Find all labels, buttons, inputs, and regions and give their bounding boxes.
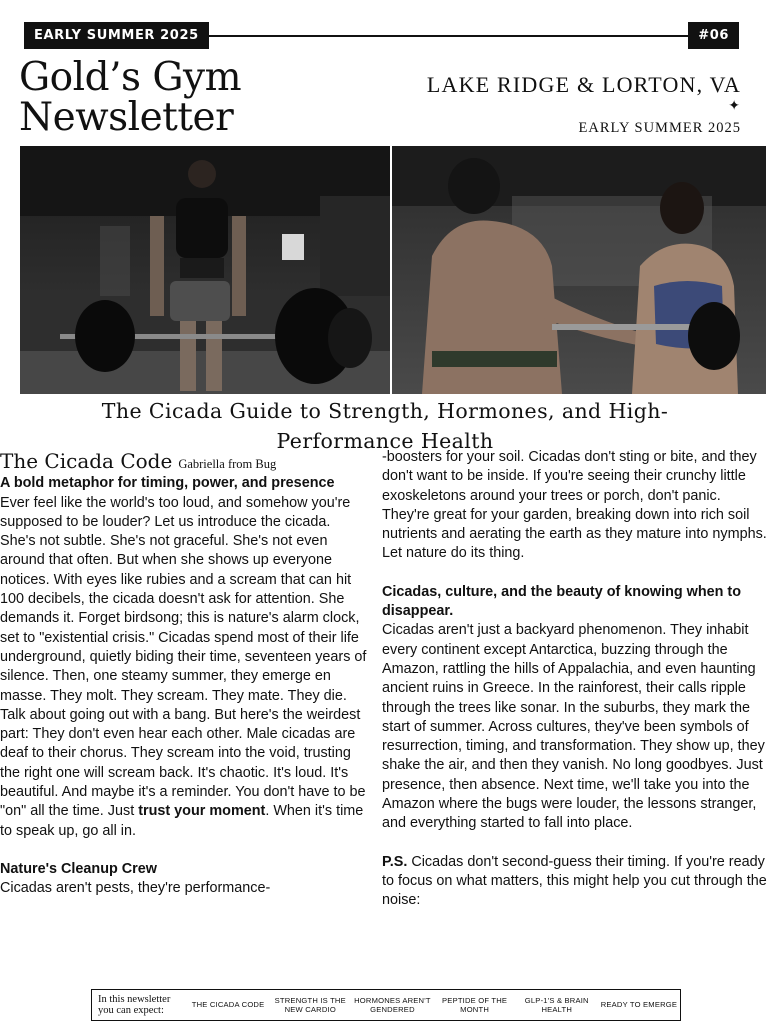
edition-label: EARLY SUMMER 2025 (578, 120, 741, 136)
section-title: The Cicada Code (0, 449, 173, 473)
ps-text: Cicadas don't second-guess their timing. If you're ready to focus on what matters, this might help you cut through the noise: (382, 853, 767, 909)
body-paragraph-1 (0, 494, 368, 841)
contents-item-ready-to-emerge[interactable]: READY TO EMERGE (600, 1000, 678, 1010)
contents-item-hormones[interactable]: HORMONES AREN'T GENDERED (354, 995, 431, 1014)
postscript (382, 853, 770, 911)
byline: Gabriella from Bug (178, 457, 277, 471)
body-paragraph-3: Cicadas aren't just a backyard phenomenon. They inhabit every continent except Antarctica, buzzing through the Amazon, rattling the hills of Appalachia, and even haunting ancient ruins in Greece. In the rainforest, their calls ripple through the trees like sonar. In the suburbs, they mark the start of summer. Across cultures, they've been symbols of resurrection, timing, and transformation. They show up, they shake the air, and then they vanish. No long goodbyes. Just presence, then absence. Next time, we'll take you into the Amazon where the bugs were louder, the lessons stranger, and everything started to fall into place. (382, 622, 765, 832)
main-headline (40, 396, 730, 456)
issue-number-badge: #06 (688, 22, 739, 49)
title-line-2: Newsletter (19, 95, 234, 140)
subhead-culture: Cicadas, culture, and the beauty of knowing when to disappear. (382, 583, 742, 620)
subhead-timing: A bold metaphor for timing, power, and presence (0, 475, 335, 492)
newsletter-contents-bar (91, 989, 681, 1021)
contents-lead: In this newsletter you can expect: (98, 994, 171, 1016)
body-text: . When it's time to speak up, go all in. (0, 803, 364, 839)
section-heading (0, 448, 368, 474)
ps-label: P.S. (382, 853, 408, 870)
article-column-left (0, 448, 368, 899)
body-paragraph-2-start: Cicadas aren't pests, they're performance- (0, 880, 271, 897)
body-paragraph-2-continued: -boosters for your soil. Cicadas don't sting or bite, and they don't want to be inside. If you're seeing their crunchy little exoskeletons around your trees or porch, don't panic. They're great for your garden, breaking down into rich soil nutrients and aerating the earth as they mature into nymphs. Let nature do its thing. (382, 449, 767, 562)
headline-line-2: Performance Health (276, 429, 494, 453)
newsletter-title (19, 55, 242, 140)
sparkle-icon: ✦ (728, 98, 740, 114)
contents-item-peptide[interactable]: PEPTIDE OF THE MONTH (442, 995, 508, 1014)
location-label: LAKE RIDGE & LORTON, VA (426, 72, 741, 97)
contents-item-strength-cardio[interactable]: STRENGTH IS THE NEW CARDIO (274, 995, 346, 1014)
training-partner-photo (392, 146, 766, 394)
body-text: Ever feel like the world's too loud, and somehow you're supposed to be louder? Let us introduce the cicada. She's not subtle. She's not graceful. She's not even around that often. But when she shows up everyone notices. With eyes like rubies and a scream that can hit 100 decibels, the cicada doesn't ask for attention. She demands it. Forget birdsong; this is nature's alarm clock, set to "existential crisis." Cicadas spend most of their life underground, quietly biding their time, seventeen years of silence. Then, one steamy summer, they emerge en masse. They molt. They scream. They mate. They die. Talk about going out with a bang. But here's the weirdest part: They don't even hear each other. Male cicadas are deaf to their chorus. They scream into the void, trusting the right one will scream back. It's chaotic. It's loud. It's beautiful. And maybe it's a reminder. You don't have to be "on" all the time. Just (0, 494, 367, 820)
title-line-1: Gold’s Gym (19, 55, 242, 100)
contents-item-glp1[interactable]: GLP-1'S & BRAIN HEALTH (524, 995, 589, 1014)
subhead-cleanup-crew: Nature's Cleanup Crew (0, 860, 157, 877)
body-emphasis: trust your moment (138, 803, 266, 820)
article-column-right (382, 448, 770, 911)
deadlift-photo (20, 146, 390, 394)
headline-line-1: The Cicada Guide to Strength, Hormones, and High- (101, 399, 669, 423)
contents-item-cicada-code[interactable]: THE CICADA CODE (191, 1000, 265, 1010)
issue-season-badge: EARLY SUMMER 2025 (24, 22, 209, 49)
